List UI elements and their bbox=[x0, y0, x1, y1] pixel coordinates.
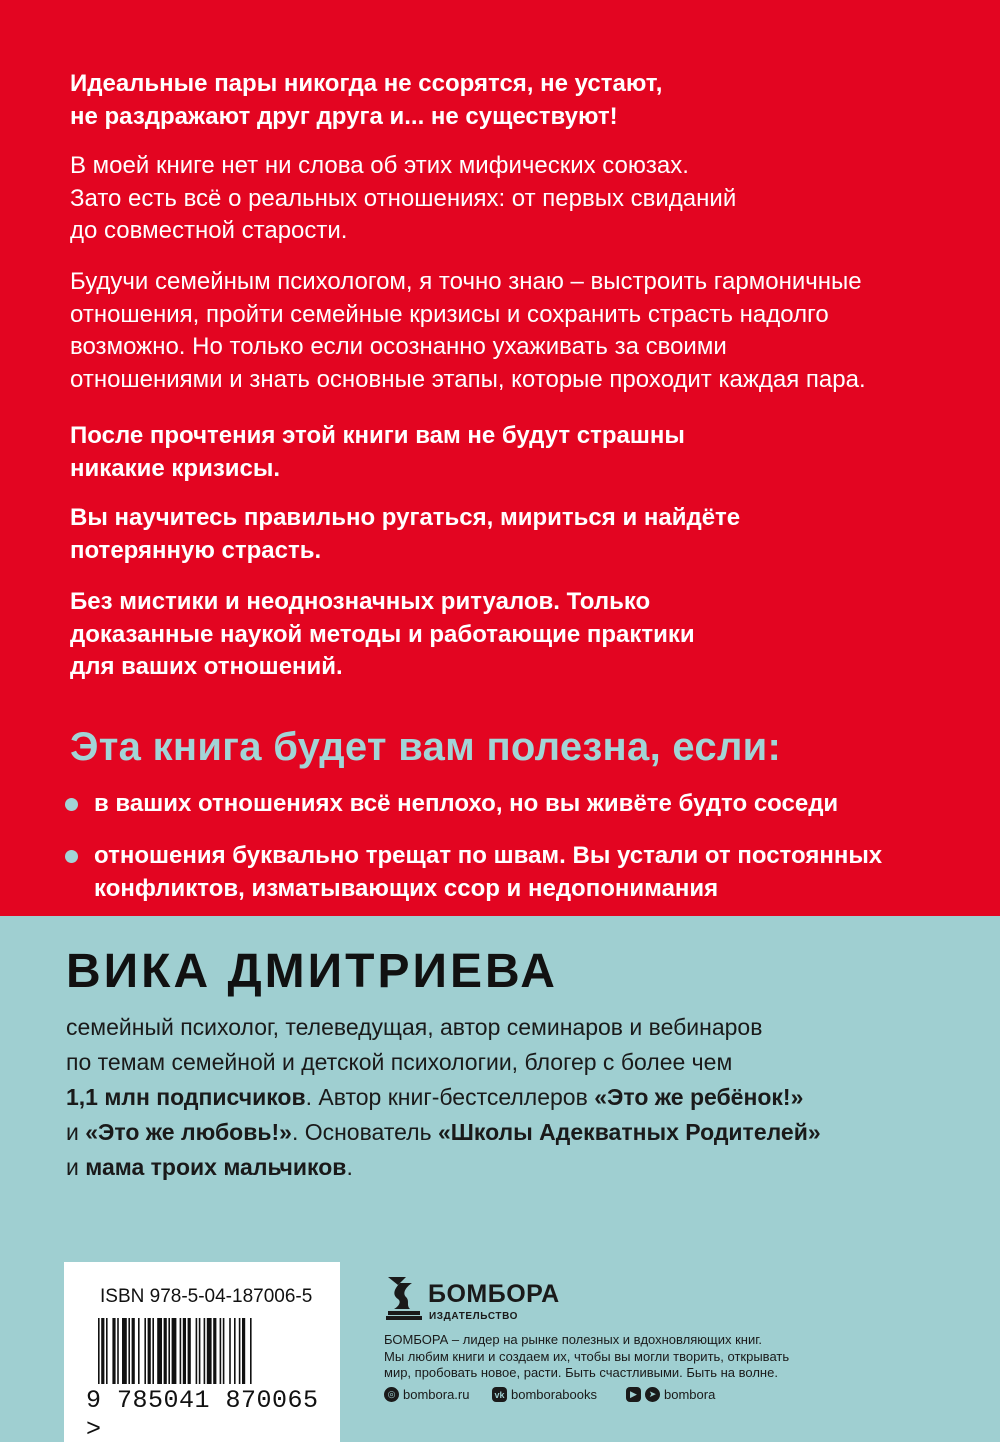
isbn-number: ISBN 978-5-04-187006-5 bbox=[100, 1286, 313, 1307]
barcode-bar bbox=[220, 1318, 222, 1384]
barcode-bar bbox=[183, 1318, 186, 1384]
barcode-bar bbox=[229, 1318, 231, 1384]
social-website[interactable]: ◎ bombora.ru bbox=[384, 1387, 469, 1402]
author-name: ВИКА ДМИТРИЕВА bbox=[66, 945, 558, 998]
barcode-bar bbox=[223, 1318, 225, 1384]
barcode-bar bbox=[213, 1318, 216, 1384]
barcode-bar bbox=[172, 1318, 177, 1384]
barcode-bar bbox=[188, 1318, 191, 1384]
bold-paragraph-1: После прочтения этой книги вам не будут страшны никакие кризисы. bbox=[70, 422, 685, 482]
barcode-bar bbox=[180, 1318, 182, 1384]
barcode-icon bbox=[98, 1318, 312, 1384]
barcode-digits: 9 785041 870065 > bbox=[86, 1386, 319, 1442]
publisher-name: БОМБОРА bbox=[428, 1280, 560, 1308]
barcode-bar bbox=[157, 1318, 162, 1384]
publisher-description: БОМБОРА – лидер на рынке полезных и вдохновляющих книг. Мы любим книги и создаем их, чтобы вы могли творить, открывать мир, пробовать новое, расти. Быть счастливыми. Быть на волне. bbox=[384, 1332, 790, 1380]
bullet-dot-icon bbox=[65, 850, 78, 863]
barcode-bar bbox=[250, 1318, 252, 1384]
barcode-bar bbox=[196, 1318, 198, 1384]
bold-paragraph-2: Вы научитесь правильно ругаться, мириться и найдёте потерянную страсть. bbox=[70, 504, 741, 564]
social-telegram[interactable]: ▶ ➤ bombora bbox=[626, 1387, 715, 1402]
author-bio: семейный психолог, телеведущая, автор семинаров и вебинаров по темам семейной и детской психологии, блогер с более чем 1,1 млн подписчиков. Автор книг-бестселлеров «Это же ребёнок!» и «Это же любовь!». Основатель «Школы Адекватных Родителей» и мама троих мальчиков. bbox=[66, 1014, 821, 1180]
globe-icon: ◎ bbox=[384, 1387, 399, 1402]
barcode-bar bbox=[128, 1318, 130, 1384]
audience-title: Эта книга будет вам полезна, если: bbox=[70, 725, 782, 769]
barcode-bar bbox=[199, 1318, 201, 1384]
vk-icon: vk bbox=[492, 1387, 507, 1402]
barcode-bar bbox=[148, 1318, 151, 1384]
telegram-icon: ➤ bbox=[645, 1387, 660, 1402]
barcode-bar bbox=[204, 1318, 206, 1384]
barcode-box bbox=[64, 1262, 340, 1442]
barcode-bar bbox=[98, 1318, 100, 1384]
bold-paragraph-3: Без мистики и неоднозначных ритуалов. Только доказанные наукой методы и работающие практики для ваших отношений. bbox=[70, 588, 695, 680]
headline: Идеальные пары никогда не ссорятся, не устают, не раздражают друг друга и... не существуют! bbox=[70, 70, 663, 130]
barcode-bar bbox=[101, 1318, 104, 1384]
barcode-bar bbox=[122, 1318, 127, 1384]
bullet-item-1: в ваших отношениях всё неплохо, но вы живёте будто соседи bbox=[94, 788, 954, 821]
barcode-bar bbox=[117, 1318, 119, 1384]
barcode-bar bbox=[144, 1318, 146, 1384]
social-vk[interactable]: vk bomborabooks bbox=[492, 1387, 597, 1402]
barcode-bar bbox=[106, 1318, 108, 1384]
barcode-bar bbox=[239, 1318, 241, 1384]
barcode-bar bbox=[112, 1318, 115, 1384]
bullet-dot-icon bbox=[65, 798, 78, 811]
paragraph-2: Будучи семейным психологом, я точно знаю – выстроить гармоничные отношения, пройти семейные кризисы и сохранить страсть надолго возможно. Но только если осознанно ухаживать за своими отношениями и знать основные этапы, которые проходит каждая пара. bbox=[70, 268, 866, 393]
publisher-subtitle: ИЗДАТЕЛЬСТВО bbox=[429, 1311, 519, 1322]
barcode-bar bbox=[164, 1318, 167, 1384]
bombora-logo-icon bbox=[384, 1275, 424, 1321]
paragraph-1: В моей книге нет ни слова об этих мифических союзах. Зато есть всё о реальных отношениях: от первых свиданий до совместной старости. bbox=[70, 152, 737, 244]
barcode-bar bbox=[234, 1318, 236, 1384]
barcode-bar bbox=[152, 1318, 154, 1384]
barcode-bar bbox=[132, 1318, 135, 1384]
barcode-bar bbox=[242, 1318, 245, 1384]
barcode-bar bbox=[138, 1318, 140, 1384]
bullet-item-2: отношения буквально трещат по швам. Вы устали от постоянных конфликтов, изматывающих ссор и недопонимания bbox=[94, 840, 954, 905]
video-icon: ▶ bbox=[626, 1387, 641, 1402]
barcode-bar bbox=[207, 1318, 212, 1384]
barcode-bar bbox=[168, 1318, 170, 1384]
